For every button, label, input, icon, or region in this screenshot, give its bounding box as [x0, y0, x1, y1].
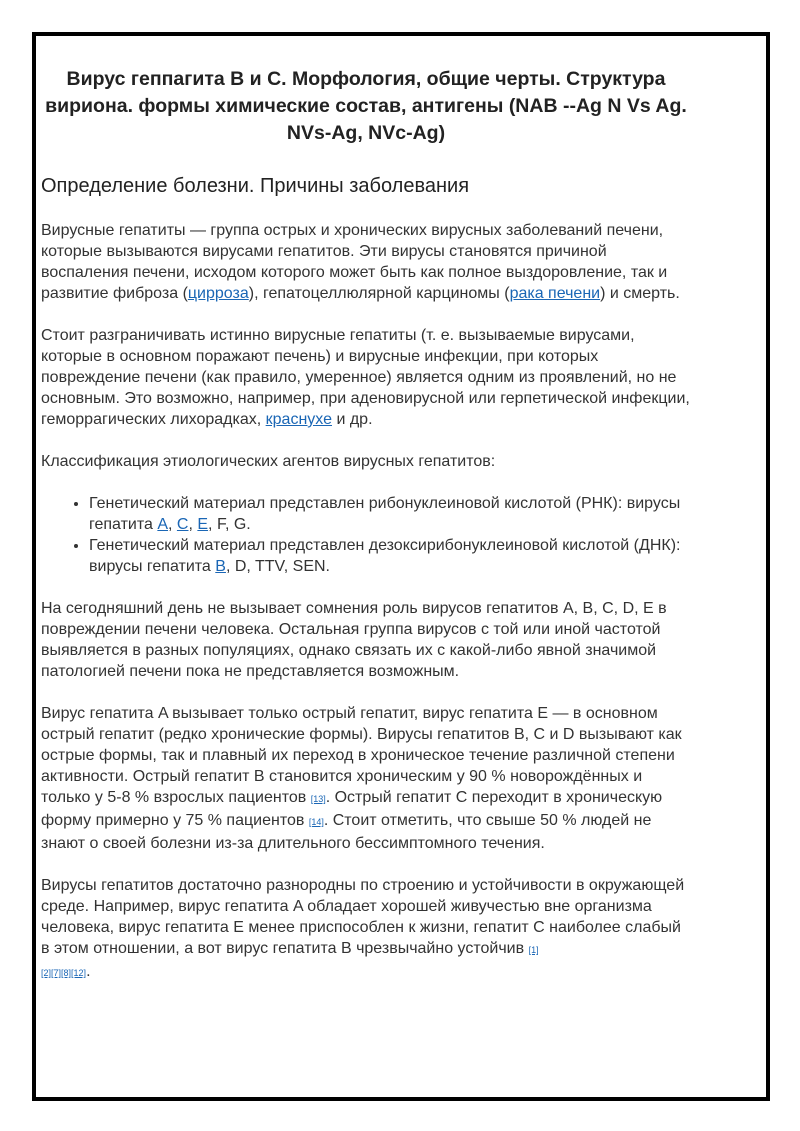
text-run: . Острый гепатит C переходит в хроническую форму примерно у 75 % пациентов — [41, 789, 663, 829]
reference-link-7[interactable]: [7] — [51, 968, 62, 978]
text-run: . Стоит отметить, что свыше 50 % людей не знают о своей болезни из-за длительного бессимптомного течения. — [41, 812, 652, 852]
reference-link-2[interactable]: [2] — [41, 968, 52, 978]
link-hepatitis-c[interactable]: C — [176, 516, 189, 533]
reference-link-8[interactable]: [8] — [61, 968, 72, 978]
link-hepatitis-e[interactable]: E — [197, 516, 209, 533]
reference-link-14[interactable]: [14] — [308, 817, 324, 827]
text-run: , F, G. — [208, 516, 251, 533]
paragraph-definition — [41, 220, 691, 304]
paragraph-classification: Классификация этиологических агентов вирусных гепатитов: — [41, 453, 496, 470]
text-run: , D, TTV, SEN. — [225, 558, 330, 575]
text-run: Вирус гепатита A вызывает только острый гепатит, вирус гепатита E — в основном острый гепатит (редко хронические формы). Вирусы гепатитов B, C и D вызывают как острые формы, так и плавный их переход в хроническое течение различной степени активности. Острый гепатит B становится хроническим у 90 % новорождённых и только у 5-8 % взрослых пациентов — [41, 705, 682, 806]
paragraph-role: На сегодняшний день не вызывает сомнения роль вирусов гепатитов A, B, C, D, E в повреждении печени человека. Остальная группа вирусов с той или иной частотой выявляется в разных популяциях, однако связать их с какой-либо явной значимой патологией печени пока не представляется возможным. — [41, 600, 667, 680]
text-run: , — [188, 516, 198, 533]
link-hepatitis-a[interactable]: A — [157, 516, 169, 533]
paragraph-chronic — [41, 703, 691, 854]
text-run: Генетический материал представлен дезоксирибонуклеиновой кислотой (ДНК): вирусы гепатита — [89, 537, 681, 575]
text-run: ) и смерть. — [600, 285, 680, 302]
reference-link-1[interactable]: [1] — [528, 945, 539, 955]
text-run: Стоит разграничивать истинно вирусные гепатиты (т. е. вызываемые вирусами, которые в основном поражают печень) и вирусные инфекции, при которых повреждение печени (как правило, умеренное) является одним из проявлений, но не основным. Это возможно, например, при аденовирусной или герпетической инфекции, геморрагических лихорадках, — [41, 327, 690, 428]
text-run: , — [168, 516, 177, 533]
link-rubella[interactable]: краснухе — [265, 411, 332, 428]
document-body — [41, 66, 691, 984]
paragraph-stability — [41, 875, 691, 984]
list-item-dna — [89, 535, 691, 577]
reference-link-13[interactable]: [13] — [310, 794, 326, 804]
text-run: Генетический материал представлен рибонуклеиновой кислотой (РНК): вирусы гепатита — [89, 495, 681, 533]
link-liver-cancer[interactable]: рака печени — [509, 285, 601, 302]
paragraph-distinction — [41, 325, 691, 430]
link-hepatitis-b[interactable]: B — [215, 558, 226, 575]
classification-list — [41, 493, 691, 577]
section-heading: Определение болезни. Причины заболевания — [41, 175, 470, 197]
reference-link-12[interactable]: [12] — [71, 968, 87, 978]
text-run: Вирусные гепатиты — группа острых и хронических вирусных заболеваний печени, которые вызываются вирусами гепатитов. Эти вирусы становятся причиной воспаления печени, исходом которого может быть как полное выздоровление, так и развитие фиброза ( — [41, 222, 668, 302]
text-run: и др. — [332, 411, 373, 428]
document-title: Вирус геппагита В и С. Морфология, общие черты. Структура вириона. формы химические состав, антигены (NAB --Ag N Vs Ag. NVs-Ag, NVc-Ag) — [45, 68, 687, 144]
text-run: . — [86, 963, 91, 980]
text-run: Вирусы гепатитов достаточно разнородны по строению и устойчивости в окружающей среде. Например, вирус гепатита A обладает хорошей живучестью вне организма человека, вирус гепатита E менее приспособлен к жизни, гепатит C наиболее слабый в этом отношении, а вот вирус гепатита B чрезвычайно устойчив — [41, 877, 685, 957]
list-item-rna — [89, 493, 691, 535]
link-cirrhosis[interactable]: цирроза — [187, 285, 249, 302]
text-run: ), гепатоцеллюлярной карциномы ( — [248, 285, 510, 302]
